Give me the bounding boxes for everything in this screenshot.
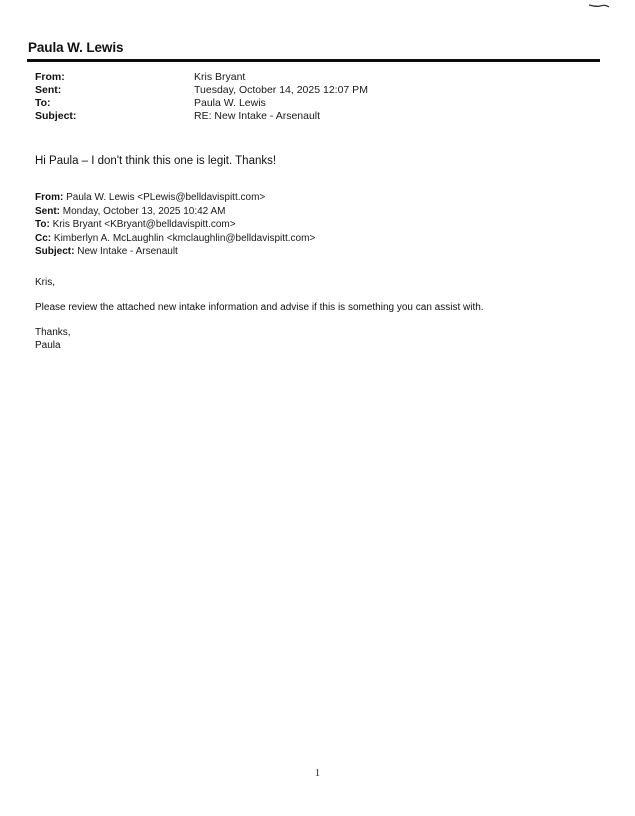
quoted-label: Sent: — [35, 205, 60, 217]
quoted-header — [35, 191, 315, 259]
reply-body: Hi Paula – I don't think this one is legit. Thanks! — [35, 155, 277, 167]
quoted-signoff: Thanks, — [35, 327, 71, 338]
header-label: To: — [35, 97, 51, 109]
quoted-body — [35, 276, 484, 352]
scan-mark-icon — [588, 3, 610, 9]
header-label: Subject: — [35, 110, 77, 122]
quoted-signature: Paula — [35, 340, 61, 351]
quoted-label: To: — [35, 219, 50, 230]
title-divider — [27, 59, 600, 62]
quoted-value-sent: Monday, October 13, 2025 10:42 AM — [60, 205, 226, 217]
quoted-label: Cc: — [35, 232, 52, 244]
header-value-to: Paula W. Lewis — [194, 97, 266, 109]
quoted-row-sent — [35, 205, 315, 219]
quoted-label: Subject: — [35, 246, 75, 257]
header-value-subject: RE: New Intake - Arsenault — [194, 110, 321, 122]
page-number: 1 — [315, 768, 320, 779]
header-label: From: — [35, 71, 65, 83]
header-label: Sent: — [35, 84, 62, 96]
quoted-value-to: Kris Bryant <KBryant@belldavispitt.com> — [49, 219, 236, 230]
quoted-main-text: Please review the attached new intake information and advise if this is something you can assist with. — [35, 302, 484, 313]
header-value-from: Kris Bryant — [194, 71, 246, 83]
quoted-value-cc: Kimberlyn A. McLaughlin <kmclaughlin@belldavispitt.com> — [51, 232, 316, 244]
quoted-value-subject: New Intake - Arsenault — [74, 246, 178, 257]
quoted-row-cc — [35, 232, 315, 246]
sender-title: Paula W. Lewis — [28, 40, 124, 55]
quoted-row-from — [35, 191, 315, 205]
quoted-greeting: Kris, — [35, 277, 55, 288]
quoted-row-subject — [35, 245, 315, 259]
quoted-row-to — [35, 218, 315, 232]
quoted-label: From: — [35, 192, 64, 203]
quoted-value-from: Paula W. Lewis <PLewis@belldavispitt.com> — [63, 192, 266, 203]
header-value-sent: Tuesday, October 14, 2025 12:07 PM — [194, 84, 368, 96]
